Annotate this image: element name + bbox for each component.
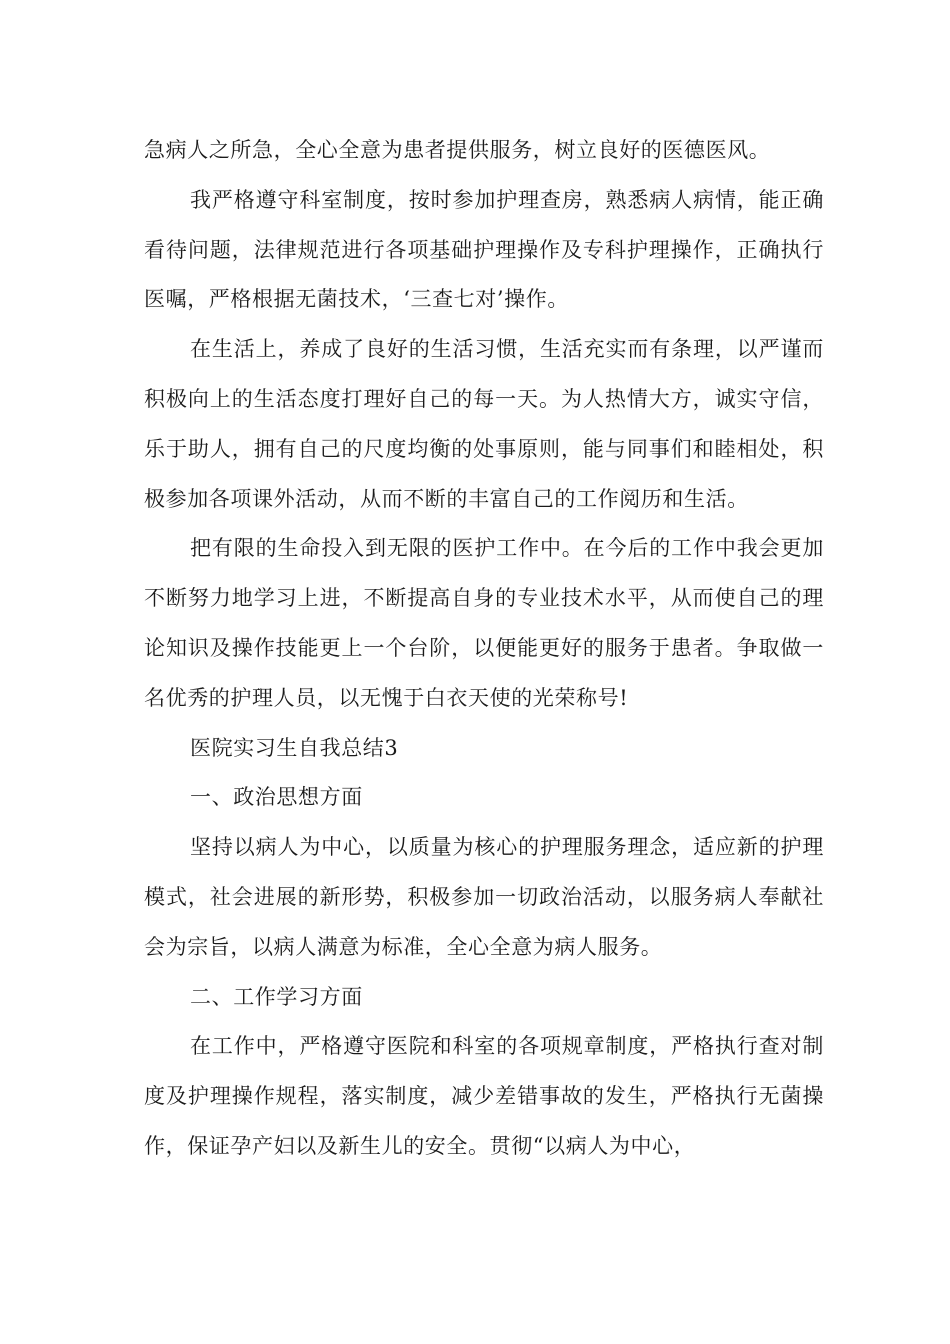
heading-work-study: 二、工作学习方面 — [190, 984, 363, 1009]
paragraph-ward-rules: 我严格遵守科室制度，按时参加护理查房，熟悉病人病情，能正确看待问题，法律规范进行各项基础护理操作及专科护理操作，正确执行医嘱，严格根据无菌技术，‘三查七对’操作。 — [144, 187, 824, 312]
paragraph-continuation: 急病人之所急，全心全意为患者提供服务，树立良好的医德医风。 — [144, 138, 771, 162]
paragraph-patient-centered: 坚持以病人为中心，以质量为核心的护理服务理念，适应新的护理模式，社会进展的新形势，积极参加一切政治活动，以服务病人奉献社会为宗旨，以病人满意为标准，全心全意为病人服务。 — [144, 835, 824, 959]
paragraph-work-rules: 在工作中，严格遵守医院和科室的各项规章制度，严格执行查对制度及护理操作规程，落实制度，减少差错事故的发生，严格执行无菌操作，保证孕产妇以及新生儿的安全。贯彻“以病人为中心， — [144, 1034, 824, 1158]
paragraph-life-habits: 在生活上，养成了良好的生活习惯，生活充实而有条理，以严谨而积极向上的生活态度打理好自己的每一天。为人热情大方，诚实守信，乐于助人，拥有自己的尺度均衡的处事原则，能与同事们和睦相处，积极参加各项课外活动，从而不断的丰富自己的工作阅历和生活。 — [144, 337, 824, 511]
heading-political-thought: 一、政治思想方面 — [190, 785, 363, 810]
paragraph-future-goals: 把有限的生命投入到无限的医护工作中。在今后的工作中我会更加不断努力地学习上进，不断提高自身的专业技术水平，从而使自己的理论知识及操作技能更上一个台阶，以便能更好的服务于患者。争取做一名优秀的护理人员，以无愧于白衣天使的光荣称号! — [144, 536, 824, 710]
section-title-summary-3: 医院实习生自我总结3 — [190, 735, 399, 760]
document-body — [144, 126, 824, 1172]
